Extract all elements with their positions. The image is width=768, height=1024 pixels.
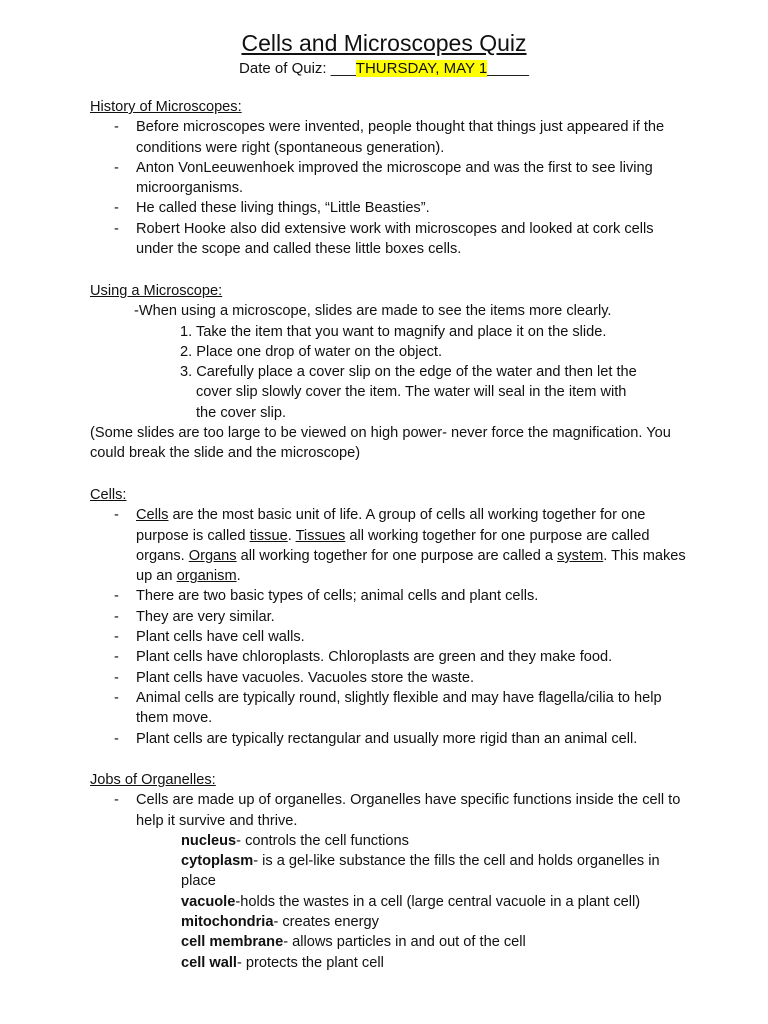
using-microscope-section [90, 281, 690, 464]
term-organism: organism [176, 568, 237, 585]
history-list [90, 117, 690, 259]
organelle-row-cell-wall [90, 953, 690, 973]
term-cells: Cells [136, 507, 169, 524]
quiz-date-value: THURSDAY, MAY 1 [355, 60, 488, 77]
list-item: - Animal cells are typically round, slightly flexible and may have flagella/cilia to help them move. [90, 688, 690, 729]
organelle-def: - protects the plant cell [236, 954, 384, 971]
organelle-def: - allows particles in and out of the cell [283, 934, 526, 951]
step-3-line-1: 3. Carefully place a cover slip on the edge of the water and then let the [180, 364, 637, 381]
list-item [90, 505, 690, 586]
text-run: . This makes up an [136, 547, 686, 585]
organelle-row-cell-membrane [90, 932, 690, 952]
text-run: all working together for one purpose are called organs. [136, 527, 650, 564]
list-item: - Plant cells have chloroplasts. Chloroplasts are green and they make food. [90, 647, 690, 667]
list-item: - There are two basic types of cells; animal cells and plant cells. [90, 586, 690, 606]
organelle-row-mitochondria [90, 912, 690, 932]
organelle-term: vacuole [181, 893, 236, 910]
step-3-line-2: cover slip slowly cover the item. The water will seal in the item with [196, 384, 627, 401]
list-item: - Plant cells have cell walls. [90, 627, 690, 647]
organelle-term: cytoplasm [181, 853, 254, 870]
quiz-date-line [0, 59, 768, 79]
step-2: 2. Place one drop of water on the object. [180, 343, 443, 360]
using-heading: Using a Microscope: [90, 283, 223, 299]
list-item: - Plant cells have vacuoles. Vacuoles store the waste. [90, 668, 690, 688]
organelle-row-vacuole [90, 892, 690, 912]
date-label: Date of Quiz: [239, 60, 331, 77]
history-section [90, 97, 690, 259]
organelle-term: cell wall [181, 954, 237, 971]
term-tissues: Tissues [295, 527, 346, 544]
organelle-def: - controls the cell functions [236, 832, 409, 849]
list-item: - Before microscopes were invented, people thought that things just appeared if the conditions were right (spontaneous generation). [90, 117, 690, 158]
step-1: 1. Take the item that you want to magnify and place it on the slide. [180, 323, 607, 340]
list-item: - Robert Hooke also did extensive work with microscopes and looked at cork cells under the scope and called these little boxes cells. [90, 219, 690, 260]
organelles-section [90, 770, 690, 973]
using-intro: -When using a microscope, slides are made to see the items more clearly. [134, 303, 612, 320]
date-blank-before: ___ [330, 60, 356, 77]
list-item: - Cells are made up of organelles. Organelles have specific functions inside the cell to help it survive and thrive. [90, 790, 690, 831]
organelle-term: cell membrane [181, 934, 284, 951]
organelle-def: - is a gel-like substance the fills the cell and holds organelles in place [181, 853, 660, 890]
date-blank-after: _____ [487, 60, 529, 77]
organelle-def: - creates energy [273, 914, 379, 931]
term-tissue: tissue [249, 527, 288, 544]
list-item: - They are very similar. [90, 607, 690, 627]
cells-list [90, 505, 690, 749]
text-run: . [287, 527, 296, 544]
quiz-title: Cells and Microscopes Quiz [241, 30, 527, 56]
organelle-term: mitochondria [181, 914, 274, 931]
list-item: - Plant cells are typically rectangular and usually more rigid than an animal cell. [90, 729, 690, 749]
cells-section [90, 485, 690, 749]
text-run: all working together for one purpose are called a [236, 547, 558, 564]
cells-heading: Cells: [90, 487, 127, 503]
list-item: - He called these living things, “Little Beasties”. [90, 198, 690, 218]
text-run: . [236, 568, 241, 585]
organelles-list [90, 790, 690, 831]
organelles-heading: Jobs of Organelles: [90, 772, 216, 788]
organelle-row-cytoplasm [90, 851, 690, 892]
term-organs: Organs [188, 547, 237, 564]
organelle-term: nucleus [181, 832, 237, 849]
history-heading: History of Microscopes: [90, 99, 242, 115]
term-system: system [557, 547, 604, 564]
organelle-def: -holds the wastes in a cell (large central vacuole in a plant cell) [235, 893, 641, 910]
list-item: - Anton VonLeeuwenhoek improved the microscope and was the first to see living microorganisms. [90, 158, 690, 199]
organelle-row-nucleus [90, 831, 690, 851]
caution-note: (Some slides are too large to be viewed on high power- never force the magnification. You could break the slide and the microscope) [90, 425, 671, 462]
text-run: are the most basic unit of life. A group of cells all working together for one purpose is called [136, 507, 646, 544]
step-3-line-3: the cover slip. [196, 404, 287, 421]
